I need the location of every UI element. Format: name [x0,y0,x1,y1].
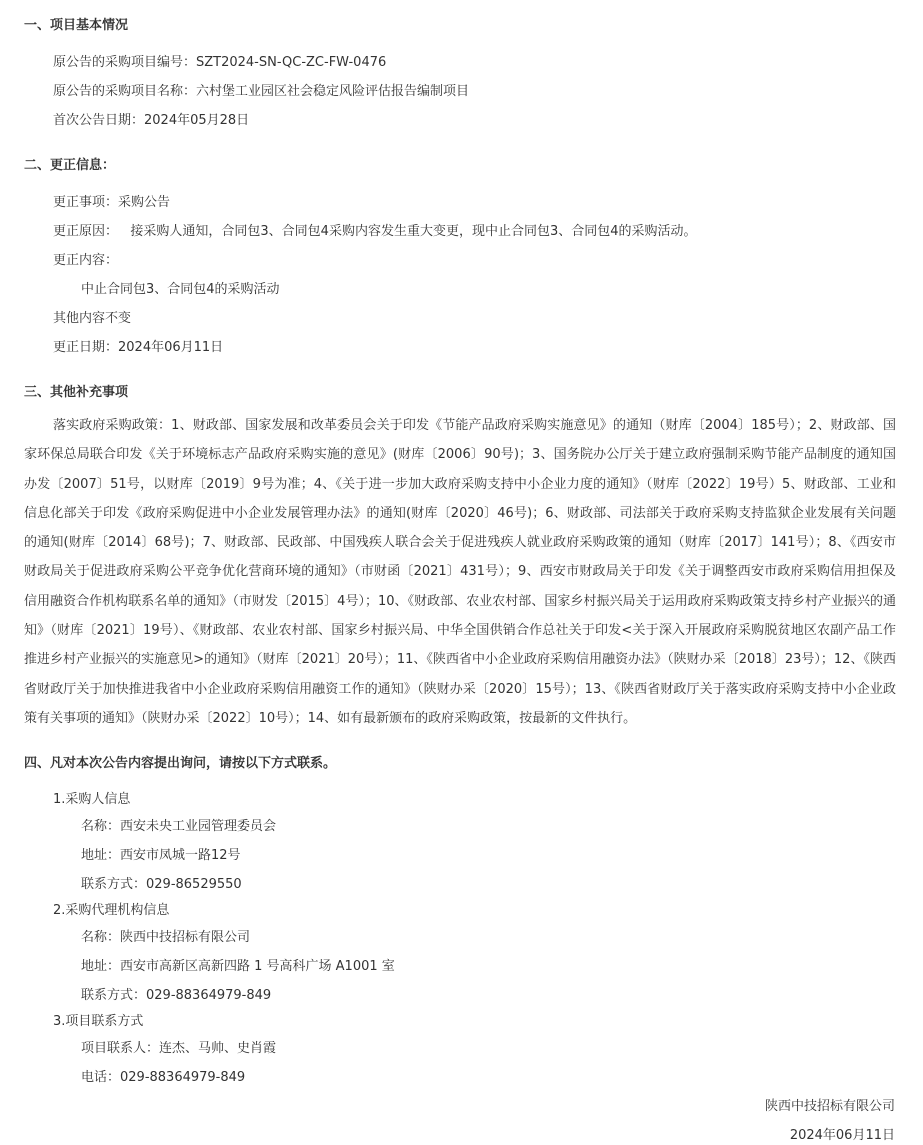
correction-content-label: 更正内容： [53,253,119,268]
buyer-info-label: 1.采购人信息 [53,792,131,807]
other-content-unchanged: 其他内容不变 [53,311,132,326]
section-3-title: 三、其他补充事项 [24,385,129,400]
first-announcement-date: 首次公告日期：2024年05月28日 [53,113,250,128]
footer-date: 2024年06月11日 [789,1128,895,1143]
agency-contact: 联系方式：029-88364979-849 [81,988,272,1003]
project-contact-label: 3.项目联系方式 [53,1014,144,1029]
agency-address: 地址：西安市高新区高新四路 1 号高科广场 A1001 室 [81,959,395,974]
original-project-number: 原公告的采购项目编号：SZT2024-SN-QC-ZC-FW-0476 [53,55,387,70]
agency-name: 名称：陕西中技招标有限公司 [81,930,251,945]
section-1-title: 一、项目基本情况 [24,18,129,33]
correction-matter: 更正事项：采购公告 [53,195,171,210]
buyer-address: 地址：西安市凤城一路12号 [81,848,241,863]
footer-company: 陕西中技招标有限公司 [764,1099,895,1114]
correction-reason: 更正原因： 接采购人通知，合同包3、合同包4采购内容发生重大变更，现中止合同包3、合同包4的采购活动。 [53,224,697,239]
project-contact-persons: 项目联系人：连杰、马帅、史肖霞 [81,1041,277,1056]
original-project-name: 原公告的采购项目名称：六村堡工业园区社会稳定风险评估报告编制项目 [53,84,470,99]
section-2-title: 二、更正信息： [24,158,116,173]
section-4-title: 四、凡对本次公告内容提出询问，请按以下方式联系。 [24,756,337,771]
correction-date: 更正日期：2024年06月11日 [53,340,224,355]
agency-info-label: 2.采购代理机构信息 [53,903,170,918]
buyer-contact: 联系方式：029-86529550 [81,877,242,892]
buyer-name: 名称：西安未央工业园管理委员会 [81,819,277,834]
procurement-policy-paragraph: 落实政府采购政策：1、财政部、国家发展和改革委员会关于印发《节能产品政府采购实施意见》的通知（财库〔2004〕185号）；2、财政部、国家环保总局联合印发《关于环境标志产品政府采购实施的意见》(财库〔2006〕90号)；3、国务院办公厅关于建立政府强制采购节能产品制度的通知国办发〔2007〕51号，以财库〔2019〕9号为准；4、《关于进一步加大政府采购支持中小企业力度的通知》（财库〔2022〕19号）5、财政部、工业和信息化部关于印发《政府采购促进中小企业发展管理办法》的通知(财库〔2020〕46号)；6、财政部、司法部关于政府采购支持监狱企业发展有关问题的通知(财库〔2014〕68号)；7、财政部、民政部、中国残疾人联合会关于促进残疾人就业政府采购政策的通知（财库〔2017〕141号）；8、《西安市财政局关于促进政府采购公平竞争优化营商环境的通知》（市财函〔2021〕431号）；9、西安市财政局关于印发《关于调整西安市政府采购信用担保及信用融资合作机构联系名单的通知》（市财发〔2015〕4号）；10、《财政部、农业农村部、国家乡村振兴局关于运用政府采购政策支持乡村产业振兴的通知》（财库〔2021〕19号）、《财政部、农业农村部、国家乡村振兴局、中华全国供销合作总社关于印发<关于深入开展政府采购脱贫地区农副产品工作推进乡村产业振兴的实施意见>的通知》（财库〔2021〕20号）；11、《陕西省中小企业政府采购信用融资办法》（陕财办采〔2018〕23号）；12、《陕西省财政厅关于加快推进我省中小企业政府采购信用融资工作的通知》（陕财办采〔2020〕15号）；13、《陕西省财政厅关于落实政府采购支持中小企业政策有关事项的通知》（陕财办采〔2022〕10号）；14、如有最新颁布的政府采购政策，按最新的文件执行。 [24,418,896,726]
correction-content-detail: 中止合同包3、合同包4的采购活动 [81,282,280,297]
project-phone: 电话：029-88364979-849 [81,1070,246,1085]
